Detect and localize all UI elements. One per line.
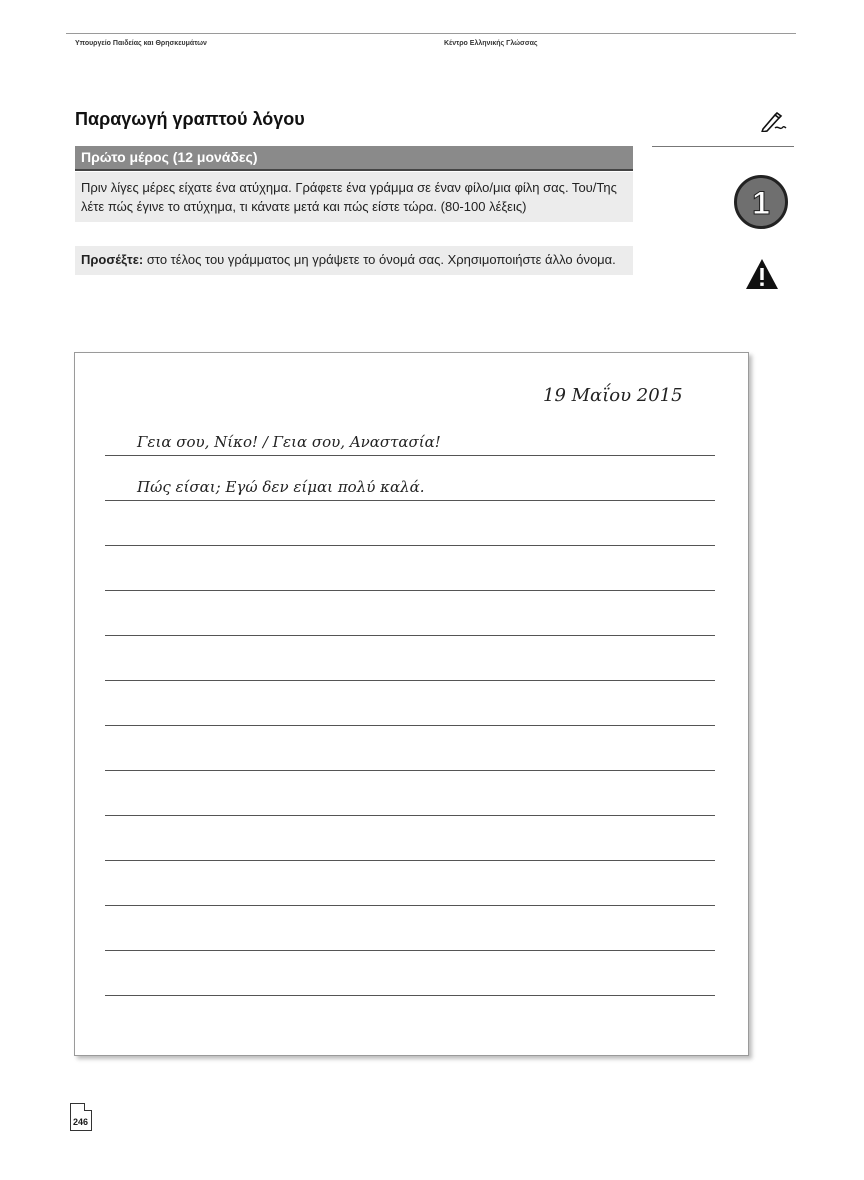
- page-corner-fold: [84, 1103, 92, 1111]
- header-center: Κέντρο Ελληνικής Γλώσσας: [444, 40, 538, 47]
- warning-triangle-icon: [744, 257, 780, 291]
- instruction-text: Πριν λίγες μέρες είχατε ένα ατύχημα. Γράφετε ένα γράμμα σε έναν φίλο/μια φίλη σας. Του/Της λέτε πώς έγινε το ατύχημα, τι κάνατε μετά και πώς είστε τώρα. (80-100 λέξεις): [81, 180, 617, 214]
- note-text: στο τέλος του γράμματος μη γράψετε το όνομά σας. Χρησιμοποιήστε άλλο όνομα.: [143, 252, 616, 267]
- writing-line: [105, 995, 715, 996]
- writing-line: [105, 905, 715, 906]
- instruction-box: [75, 172, 633, 222]
- header-ministry: Υπουργείο Παιδείας και Θρησκευμάτων: [75, 40, 207, 47]
- writing-line: [105, 950, 715, 951]
- letter-line-2: Πώς είσαι; Εγώ δεν είμαι πολύ καλά.: [137, 478, 425, 496]
- header-rule: [66, 33, 796, 34]
- writing-line: [105, 770, 715, 771]
- letter-greeting: Γεια σου, Νίκο! / Γεια σου, Αναστασία!: [137, 433, 441, 451]
- writing-line: [105, 860, 715, 861]
- writing-line: [105, 590, 715, 591]
- writing-line: [105, 680, 715, 681]
- writing-line: [105, 455, 715, 456]
- page-number-badge: [70, 1103, 92, 1131]
- writing-line: [105, 500, 715, 501]
- letter-date: 19 Μαΐου 2015: [543, 385, 683, 406]
- note-box: [75, 246, 633, 275]
- side-rule: [652, 146, 794, 147]
- step-number: 1: [752, 185, 770, 221]
- writing-line: [105, 635, 715, 636]
- step-number-badge: [734, 175, 788, 229]
- page-number: 246: [73, 1117, 89, 1127]
- writing-line: [105, 725, 715, 726]
- writing-line: [105, 545, 715, 546]
- pen-writing-icon: [761, 112, 787, 132]
- section-heading-bar: [75, 146, 633, 171]
- page-title: Παραγωγή γραπτού λόγου: [75, 109, 305, 129]
- section-heading: Πρώτο μέρος (12 μονάδες): [81, 149, 258, 165]
- writing-line: [105, 815, 715, 816]
- note-label: Προσέξτε:: [81, 252, 144, 267]
